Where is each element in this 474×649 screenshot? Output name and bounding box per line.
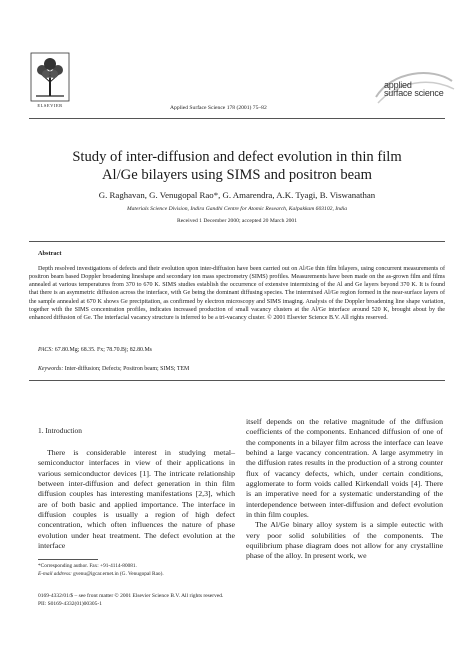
journal-logo bbox=[372, 67, 456, 109]
footnote-rule bbox=[38, 559, 98, 560]
title-line-2: Al/Ge bilayers using SIMS and positron beam bbox=[102, 167, 372, 183]
title-line-1: Study of inter-diffusion and defect evolution in thin film bbox=[72, 149, 402, 165]
abstract-top-rule bbox=[29, 241, 445, 242]
header-rule bbox=[29, 118, 445, 119]
pacs-codes: 67.80.Mg; 68.35. Fx; 78.70.Bj; 82.80.Ms bbox=[54, 347, 152, 353]
publisher-name: ELSEVIER bbox=[37, 103, 63, 108]
copyright-line: 0169-4332/01/$ – see front matter © 2001 Elsevier Science B.V. All rights reserved. bbox=[38, 593, 224, 599]
right-column-paragraph-2: The Al/Ge binary alloy system is a simple eutectic with very poor solid solubilities of the components. The equilibrium phase diagram does not allow for any crystalline phase of the alloy. In present work, we bbox=[246, 520, 443, 561]
article-title bbox=[29, 148, 445, 184]
footnote bbox=[38, 563, 164, 578]
journal-logo-line2: surface science bbox=[384, 88, 444, 98]
affiliation: Materials Science Division, Indira Gandhi Centre for Atomic Research, Kalpakkam 603102, India bbox=[126, 206, 348, 212]
abstract-heading: Abstract bbox=[38, 250, 62, 257]
authors: G. Raghavan, G. Venugopal Rao*, G. Amarendra, A.K. Tyagi, B. Viswanathan bbox=[98, 190, 376, 200]
footnote-email: E-mail address: gvenu@igcar.ernet.in (G. Venugopal Rao). bbox=[38, 570, 164, 577]
publisher-logo bbox=[30, 52, 70, 108]
keywords-line bbox=[38, 366, 189, 372]
abstract-bottom-rule bbox=[29, 380, 445, 381]
footnote-corresponding: *Corresponding author. Fax: +91-4114-80081. bbox=[38, 563, 137, 569]
pii-line: PII: S0169-4332(01)00305-1 bbox=[38, 601, 103, 607]
journal-reference: Applied Surface Science 178 (2001) 75–82 bbox=[170, 105, 267, 111]
copyright-block bbox=[38, 592, 223, 608]
abstract-text: Depth resolved investigations of defects and their evolution upon inter-diffusion have been carried out on Al/Ge thin film bilayers, using concurrent measurements of positron beam based Doppler broadening lineshape and secondary ion mass spectrometry (SIMS) profiles. Measurements have been made on the as-grown film and films annealed at various temperatures from 370 to 670 K. SIMS studies establish the occurrence of extensive intermixing of the Al and Ge layers beyond 370 K. It is found that there is an asymmetric diffusion across the interface, with Ge being the dominant diffusing species. The intermixed Al/Ge region formed in the near-surface layers of the sample annealed at 670 K shows Ge precipitation, as confirmed by electron microscopy and SIMS imaging. Analysis of the Doppler broadening line shape variation, together with the SIMS concentration profiles, indicates increased production of small vacancy clusters at the Al/Ge interface around 520 K, brought about by the enhanced diffusion of Ge. The interfacial vacancy structure is inferred to be a tri-vacancy cluster. © 2001 Elsevier Science B.V. All rights reserved. bbox=[29, 266, 445, 321]
right-column-paragraph-1: itself depends on the relative magnitude of the diffusion coefficients of the components. Enhanced diffusion of one of the components in a bilayer film across the interface can leave behind a large vacancy concentration. A large asymmetry in the diffusion rates results in the production of a strong counter flux of vacancy defects, which, under certain conditions, agglomerate to form voids called Kirkendall voids [4]. There is an imperative need for a systematic understanding of the interdependence between inter-diffusion and defect evolution in thin film couples. bbox=[246, 417, 443, 520]
right-column bbox=[246, 417, 443, 562]
pacs-label: PACS: bbox=[38, 347, 54, 353]
elsevier-tree-icon bbox=[30, 52, 70, 102]
left-column-text: There is considerable interest in studying metal–semiconductor interfaces in view of their applications in various semiconductor devices [1]. The intricate relationship between inter-diffusion and defect generation in thin film diffusion couples has interesting manifestations [2,3], which are of both basic and applied importance. The interface in diffusion couples is usually a region of high defect concentration, which often influences the nature of phase evolution under heat treatment. The defect evolution at the interface bbox=[38, 448, 235, 551]
journal-logo-line1: applied bbox=[384, 80, 412, 90]
keywords-list: Inter-diffusion; Defects; Positron beam; SIMS; TEM bbox=[64, 366, 190, 372]
pacs-line bbox=[38, 347, 152, 353]
section-heading: 1. Introduction bbox=[38, 426, 82, 435]
keywords-label: Keywords: bbox=[38, 366, 64, 372]
received-dates: Received 1 December 2000; accepted 20 March 2001 bbox=[176, 218, 298, 224]
